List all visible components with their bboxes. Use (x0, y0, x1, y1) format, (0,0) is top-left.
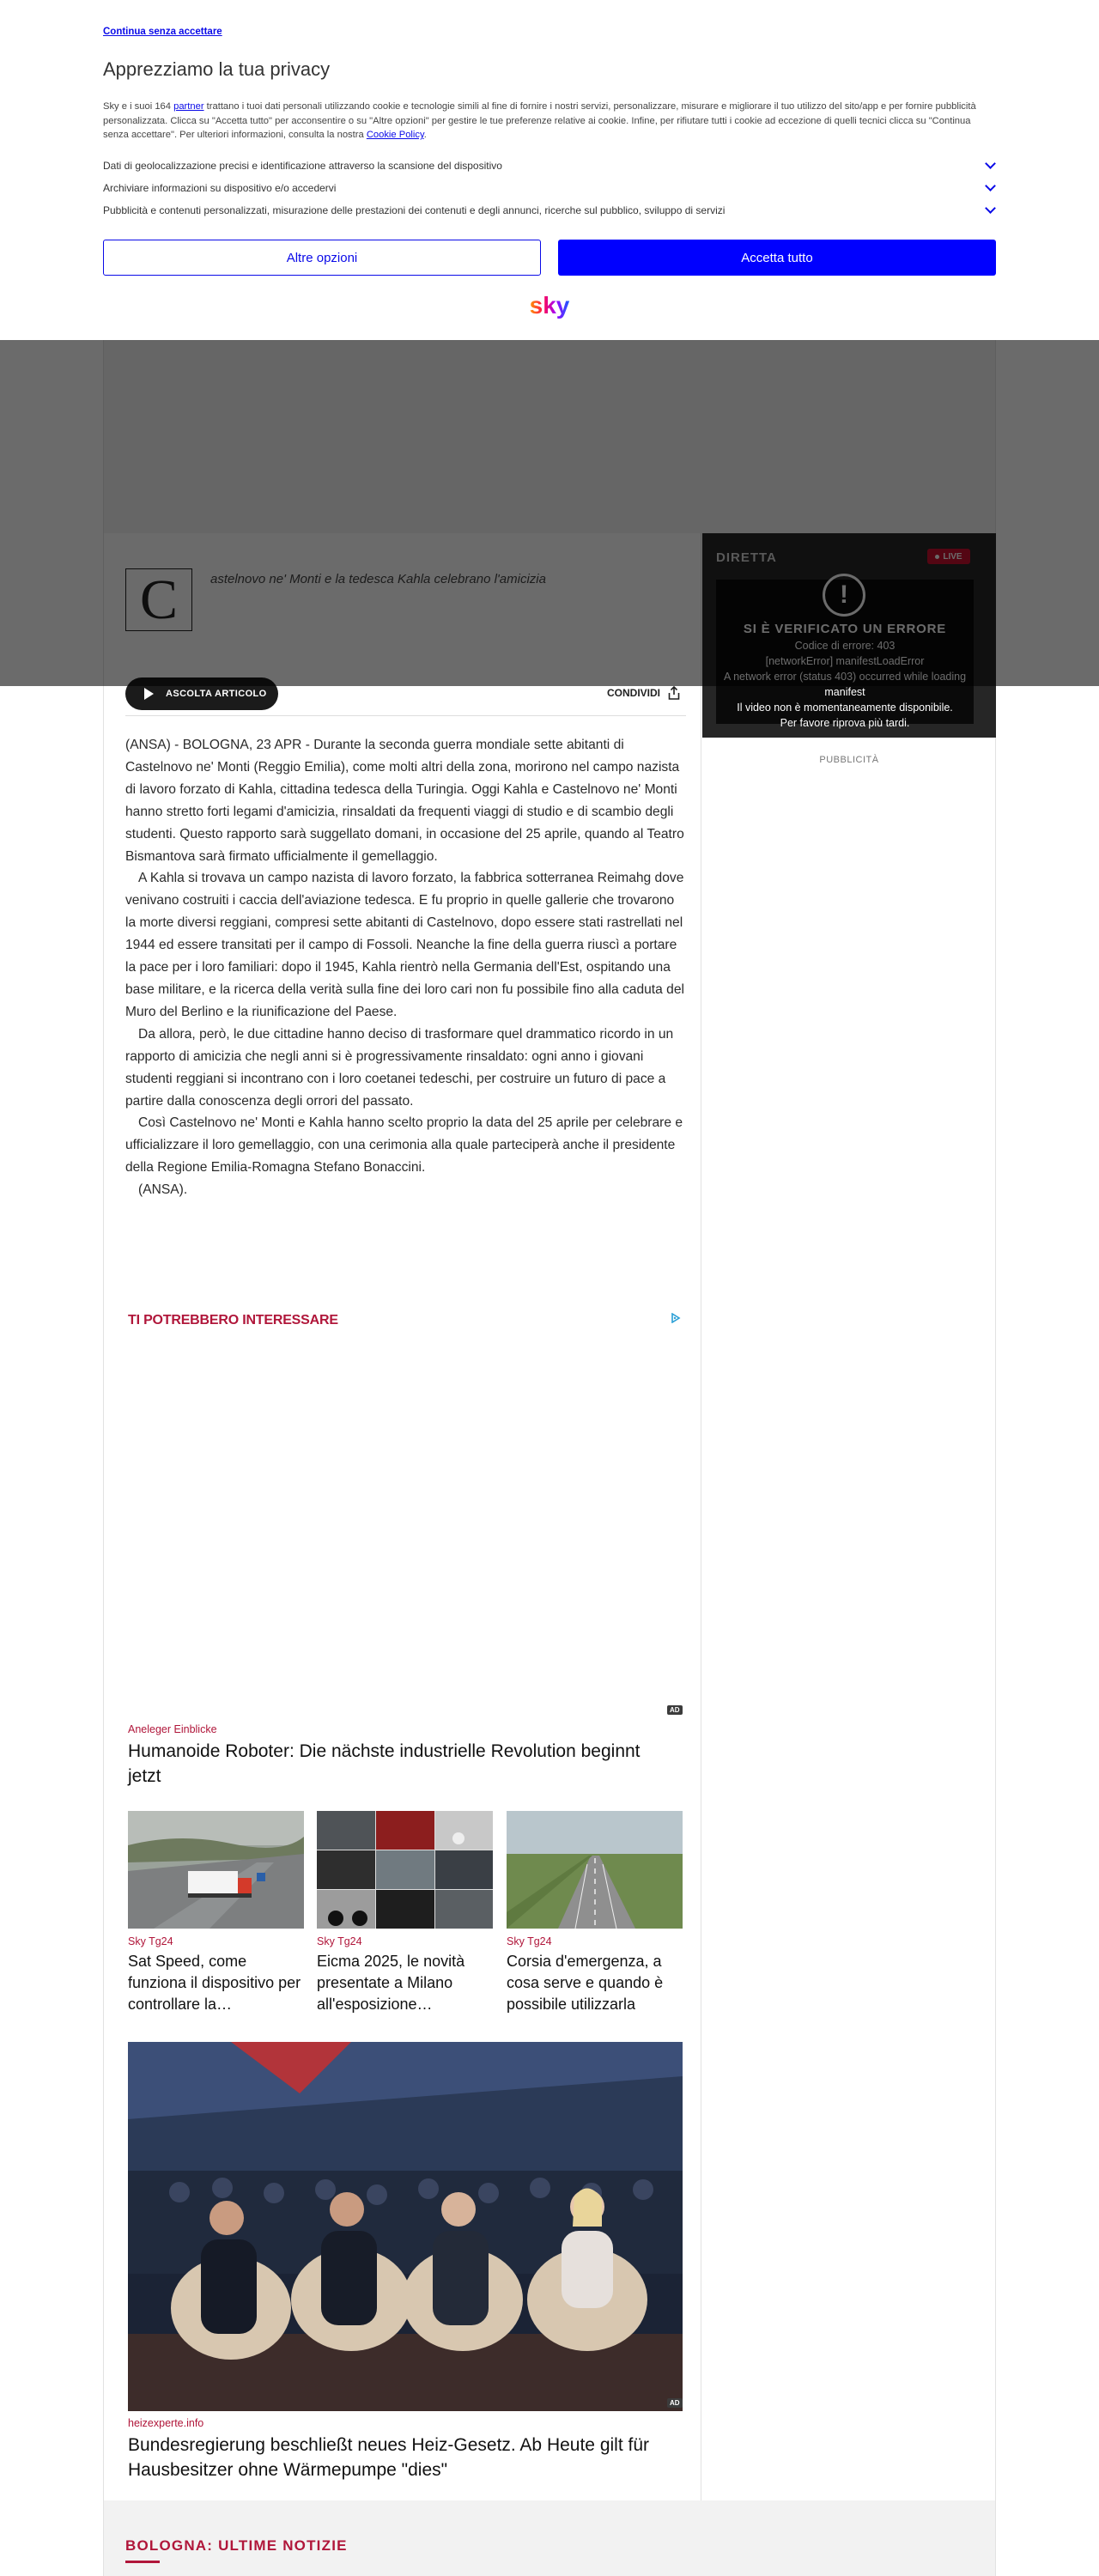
ad-badge: AD (667, 1705, 683, 1715)
card-source: Sky Tg24 (507, 1935, 552, 1947)
error-description-2: manifest (824, 686, 865, 698)
listen-article-label: ASCOLTA ARTICOLO (166, 689, 267, 699)
cookie-consent-banner (0, 0, 1099, 340)
consent-text-end: . (423, 130, 427, 140)
share-button[interactable] (607, 686, 681, 700)
ad-badge: AD (667, 2398, 683, 2408)
chevron-down-icon (985, 180, 996, 191)
article-divider (125, 715, 686, 716)
article-paragraph: Così Castelnovo ne' Monti e Kahla hanno scelto proprio la data del 25 aprile per celebrare e ufficializzare il loro gemellaggio, con una cerimonia alla quale parteciperà anche il presidente della Regione Emilia-Romagna Stefano Bonaccini. (125, 1115, 683, 1176)
article-body (125, 734, 685, 1201)
purpose-label: Archiviare informazioni su dispositivo e/o accedervi (103, 182, 337, 194)
sky-logo (524, 289, 575, 324)
purpose-geolocation[interactable] (103, 160, 998, 172)
share-icon (667, 686, 681, 700)
card-image-motorway[interactable] (507, 1811, 683, 1929)
latest-news-underline (125, 2561, 160, 2563)
retry-later-text: Per favore riprova più tardi. (780, 717, 910, 729)
cookie-policy-link[interactable]: Cookie Policy (366, 130, 424, 140)
card-title[interactable]: Corsia d'emergenza, a cosa serve e quando è possibile utilizzarla (507, 1953, 664, 2013)
modal-backdrop (0, 340, 1099, 686)
purpose-label: Pubblicità e contenuti personalizzati, misurazione delle prestazioni dei contenuti e degli annunci, ricerche sul pubblico, sviluppo di servizi (103, 204, 726, 216)
card-source: Sky Tg24 (128, 1935, 173, 1947)
card-image-motorcycles[interactable] (317, 1811, 493, 1929)
purpose-label: Dati di geolocalizzazione precisi e identificazione attraverso la scansione del dispositivo (103, 160, 502, 172)
consent-description (103, 100, 998, 143)
video-unavailable-text: Il video non è momentaneamente disponibile. (737, 702, 953, 714)
sponsored-headline[interactable]: Bundesregierung beschließt neues Heiz-Gesetz. Ab Heute gilt für Hausbesitzer ohne Wärmepumpe "dies" (128, 2435, 650, 2480)
consent-text-start: Sky e i suoi 164 (103, 101, 174, 112)
latest-news-title: BOLOGNA: ULTIME NOTIZIE (125, 2537, 348, 2554)
sky-logo-text: sky (529, 292, 570, 319)
article-paragraph: (ANSA) - BOLOGNA, 23 APR - Durante la seconda guerra mondiale sette abitanti di Castelnovo ne' Monti (Reggio Emilia), come molti altri della zona, morirono nel campo nazista di lavoro forzato di Kahla, cittadina tedesca della Turingia. Oggi Kahla e Castelnovo ne' Monti hanno stretto forti legami d'amicizia, rinsaldati da frequenti viaggi di studio e di scambio degli studenti. Questo rapporto sarà suggellato domani, in occasione del 25 aprile, quando al Teatro Bismantova sarà firmato ufficialmente il gemellaggio. (125, 738, 684, 864)
article-paragraph: Da allora, però, le due cittadine hanno deciso di trasformare quel drammatico ricordo in un rapporto di amicizia che negli anni si è progressivamente rinsaldato: ogni anno i giovani studenti reggiani si incontrano con i loro coetanei tedeschi, per costruire un futuro di pace a partire dalla conoscenza degli orrori del passato. (125, 1026, 674, 1109)
card-image-truck[interactable] (128, 1811, 304, 1929)
sidebar-column (701, 533, 996, 2500)
play-icon (144, 688, 154, 700)
sponsored-headline[interactable]: Humanoide Roboter: Die nächste industrielle Revolution beginnt jetzt (128, 1741, 641, 1786)
sponsored-source: heizexperte.info (128, 2417, 204, 2429)
card-title[interactable]: Eicma 2025, le novità presentate a Milano all'esposizione… (317, 1953, 465, 2013)
adchoices-icon[interactable] (671, 1313, 681, 1323)
chevron-down-icon (985, 158, 996, 169)
partner-link[interactable]: partner (173, 101, 204, 112)
recommendations-heading: TI POTREBBERO INTERESSARE (128, 1313, 338, 1327)
card-title[interactable]: Sat Speed, come funziona il dispositivo per controllare la… (128, 1953, 301, 2013)
sponsored-source: Aneleger Einblicke (128, 1723, 217, 1735)
accept-all-button[interactable]: Accetta tutto (558, 240, 996, 276)
article-paragraph: (ANSA). (138, 1182, 188, 1198)
continue-without-accepting-link[interactable]: Continua senza accettare (103, 27, 222, 37)
card-source: Sky Tg24 (317, 1935, 362, 1947)
chevron-down-icon (985, 203, 996, 214)
purpose-advertising[interactable] (103, 204, 998, 216)
more-options-button[interactable]: Altre opzioni (103, 240, 541, 276)
sponsored-image-talkshow[interactable] (128, 2042, 683, 2411)
share-label: CONDIVIDI (607, 687, 661, 699)
advertising-label: PUBBLICITÀ (819, 755, 879, 765)
consent-text-middle: trattano i tuoi dati personali utilizzando cookie e tecnologie simili al fine di fornire i nostri servizi, personalizzare, misurare e migliorare il tuo utilizzo del sito/app e per fornire pubblicità personalizzata. Clicca su "Accetta tutto" per acconsentire o su "Altre opzioni" per gestire le tue preferenze relative ai cookie. Infine, per rifiutare tutti i cookie ad eccezione di quelli tecnici clicca su "Continua senza accettare". Per ulteriori informazioni, consulta la nostra (103, 101, 976, 140)
article-paragraph: A Kahla si trovava un campo nazista di lavoro forzato, la fabbrica sotterranea Reimahg dove venivano costruiti i caccia dell'aviazione tedesca. E fu proprio in quelle gallerie che trovarono la morte diversi reggiani, compresi sette abitanti di Castelnovo, dopo essere stati rastrellati nel 1944 ed essere transitati per il campo di Fossoli. Neanche la fine della guerra riuscì a portare la pace per i loro familiari: dopo il 1945, Kahla rientrò nella Germania dell'Est, ospitando una base militare, e la ricerca della verità sulla fine dei loro cari non fu possibile fino alla caduta del Muro del Berlino e la riunificazione del Paese. (125, 871, 684, 1019)
consent-title: Apprezziamo la tua privacy (103, 58, 331, 80)
purpose-storage[interactable] (103, 182, 998, 194)
